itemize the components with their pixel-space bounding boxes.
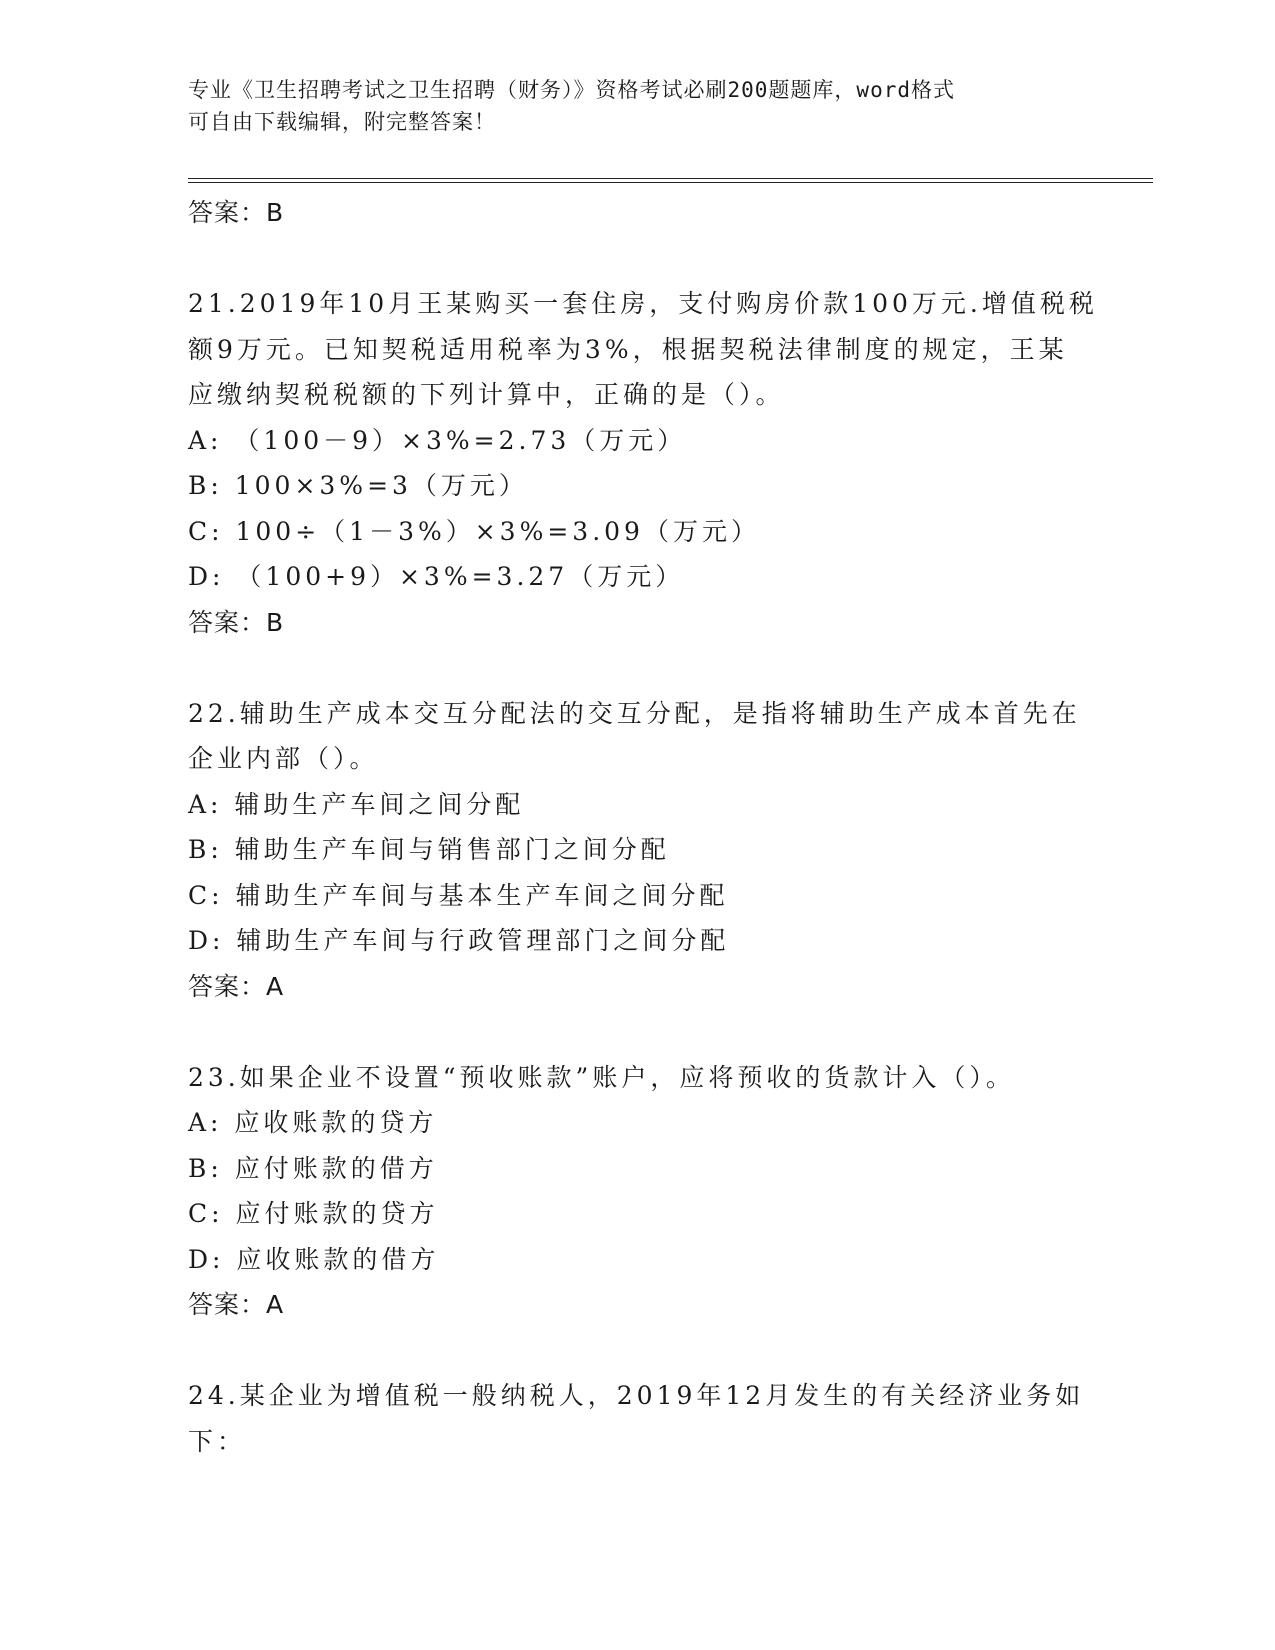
option-b: B: 100×3%=3（万元） xyxy=(188,471,528,500)
question-text: 23.如果企业不设置“预收账款”账户，应将预收的货款计入（）。 xyxy=(188,1062,1015,1092)
answer: 答案：B xyxy=(188,607,285,637)
option-d: D: 应收账款的借方 xyxy=(188,1244,440,1274)
question-23 xyxy=(188,1055,1088,1328)
question-text: 额9万元。已知契税适用税率为3%，根据契税法律制度的规定，王某 xyxy=(188,334,1068,364)
spacer xyxy=(188,1009,1088,1055)
spacer xyxy=(188,236,1088,282)
question-text: 应缴纳契税税额的下列计算中，正确的是（）。 xyxy=(188,380,785,409)
answer-previous: 答案：B xyxy=(188,198,285,227)
question-21 xyxy=(188,281,1098,645)
question-text: 企业内部（）。 xyxy=(188,744,379,773)
option-c: C: 应付账款的贷方 xyxy=(188,1199,439,1228)
option-d: D: （100+9）×3%=3.27（万元） xyxy=(188,562,685,591)
question-text: 21.2019年10月王某购买一套住房，支付购房价款100万元.增值税税 xyxy=(188,289,1098,318)
answer: 答案：A xyxy=(188,1290,285,1319)
option-a: A: 辅助生产车间之间分配 xyxy=(188,789,525,819)
option-b: B: 辅助生产车间与销售部门之间分配 xyxy=(188,835,670,864)
option-b: B: 应付账款的借方 xyxy=(188,1153,438,1183)
option-a: A: （100－9）×3%=2.73（万元） xyxy=(188,425,687,455)
document-header xyxy=(188,74,1088,138)
question-24 xyxy=(188,1373,1088,1464)
question-text: 24.某企业为增值税一般纳税人，2019年12月发生的有关经济业务如 xyxy=(188,1381,1085,1410)
option-c: C: 100÷（1－3%）×3%=3.09（万元） xyxy=(188,516,760,546)
header-title-line-2: 可自由下载编辑，附完整答案！ xyxy=(188,110,496,134)
question-22 xyxy=(188,691,1088,1010)
header-title-line-1: 专业《卫生招聘考试之卫生招聘（财务）》资格考试必刷200题题库，word格式 xyxy=(188,78,955,102)
option-c: C: 辅助生产车间与基本生产车间之间分配 xyxy=(188,880,729,910)
spacer xyxy=(188,1328,1088,1374)
option-a: A: 应收账款的贷方 xyxy=(188,1108,438,1137)
question-text: 22.辅助生产成本交互分配法的交互分配，是指将辅助生产成本首先在 xyxy=(188,698,1081,728)
answer: 答案：A xyxy=(188,971,285,1001)
question-text: 下： xyxy=(188,1426,247,1456)
option-d: D: 辅助生产车间与行政管理部门之间分配 xyxy=(188,926,730,955)
spacer xyxy=(188,645,1088,691)
header-divider xyxy=(188,178,1153,183)
question-content xyxy=(188,190,1098,1464)
